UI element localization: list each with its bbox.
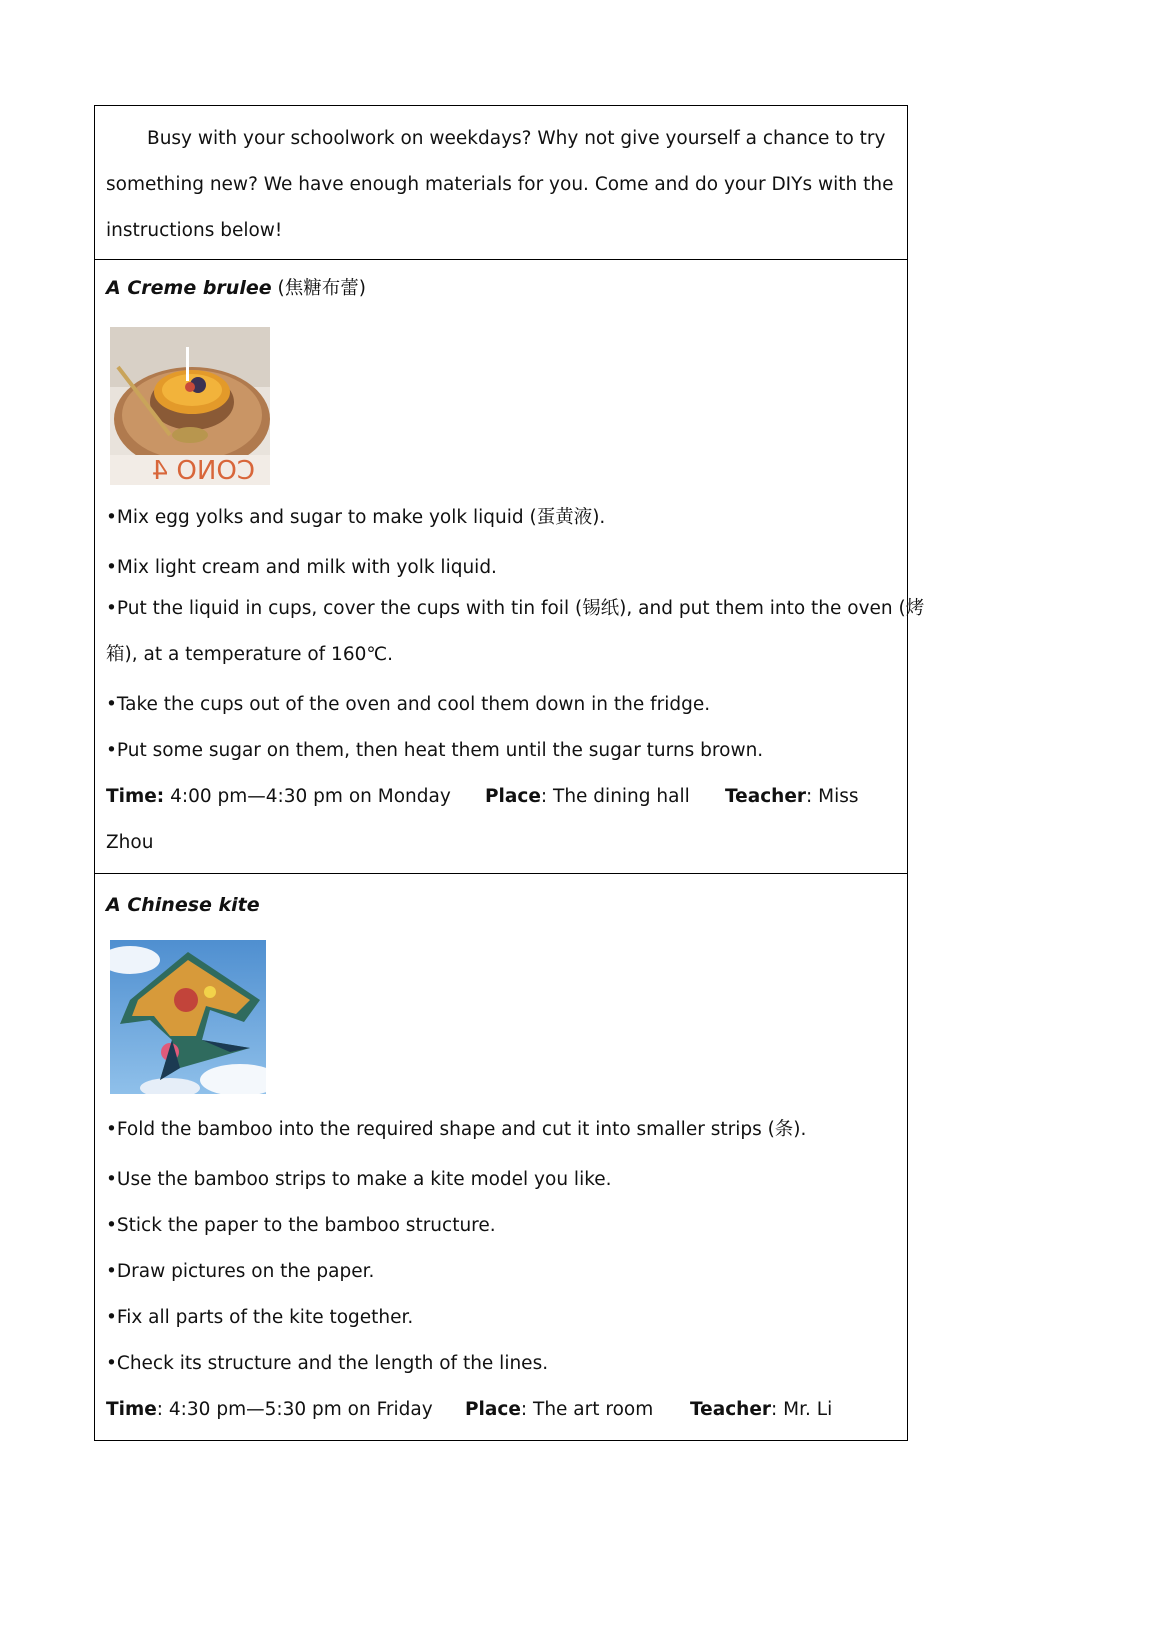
place-value: : The dining hall (540, 786, 690, 807)
teacher-label: Teacher (725, 786, 807, 807)
step-item: •Put the liquid in cups, cover the cups with tin foil (锡纸), and put them into the oven (烤 (106, 598, 925, 619)
step-item: •Mix light cream and milk with yolk liquid. (106, 557, 497, 578)
teacher-label: Teacher (690, 1399, 772, 1420)
place-field (485, 786, 690, 808)
step-item: •Use the bamboo strips to make a kite model you like. (106, 1169, 612, 1190)
step-item: •Fix all parts of the kite together. (106, 1307, 414, 1328)
intro-cell (95, 106, 907, 260)
teacher-value: : Mr. Li (771, 1399, 833, 1420)
creme-brulee-photo (110, 327, 270, 485)
intro-line-3: instructions below! (106, 220, 283, 241)
chinese-kite-photo (110, 940, 266, 1094)
svg-text:CONO 4: CONO 4 (151, 456, 255, 485)
teacher-field (690, 1399, 832, 1421)
teacher-value-wrap: Zhou (106, 832, 154, 853)
section-title-en: A Chinese kite (106, 894, 260, 916)
step-item: •Stick the paper to the bamboo structure. (106, 1215, 496, 1236)
place-field (465, 1399, 653, 1421)
teacher-value: : Miss (806, 786, 859, 807)
info-line (106, 1399, 886, 1421)
activity-table (94, 105, 925, 1441)
step-item: •Draw pictures on the paper. (106, 1261, 375, 1282)
intro-line-2: something new? We have enough materials for you. Come and do your DIYs with the (106, 174, 894, 195)
creme-brulee-illustration (110, 327, 270, 485)
place-value: : The art room (520, 1399, 654, 1420)
time-label: Time: (106, 786, 165, 807)
step-item: •Check its structure and the length of the lines. (106, 1353, 549, 1374)
section-title (106, 277, 366, 300)
step-item-continued: 箱), at a temperature of 160℃. (106, 644, 394, 665)
section-title-cn: (焦糖布蕾) (277, 278, 366, 299)
section-title-en: A Creme brulee (106, 277, 272, 299)
time-value: 4:00 pm—4:30 pm on Monday (164, 786, 451, 807)
intro-line-1: Busy with your schoolwork on weekdays? Why not give yourself a chance to try (147, 128, 886, 149)
time-field (106, 1399, 433, 1421)
time-field (106, 786, 451, 808)
time-value: : 4:30 pm—5:30 pm on Friday (156, 1399, 433, 1420)
teacher-field (725, 786, 859, 808)
info-line (106, 786, 886, 808)
time-label: Time (106, 1399, 157, 1420)
chinese-kite-illustration (110, 940, 266, 1094)
step-item: •Mix egg yolks and sugar to make yolk liquid (蛋黄液). (106, 507, 606, 528)
chinese-kite-cell (95, 874, 907, 1440)
step-item: •Put some sugar on them, then heat them until the sugar turns brown. (106, 740, 764, 761)
place-label: Place (485, 786, 541, 807)
creme-brulee-cell (95, 260, 925, 874)
place-label: Place (465, 1399, 521, 1420)
section-title (106, 894, 260, 917)
step-item: •Take the cups out of the oven and cool them down in the fridge. (106, 694, 711, 715)
step-item: •Fold the bamboo into the required shape and cut it into smaller strips (条). (106, 1119, 807, 1140)
